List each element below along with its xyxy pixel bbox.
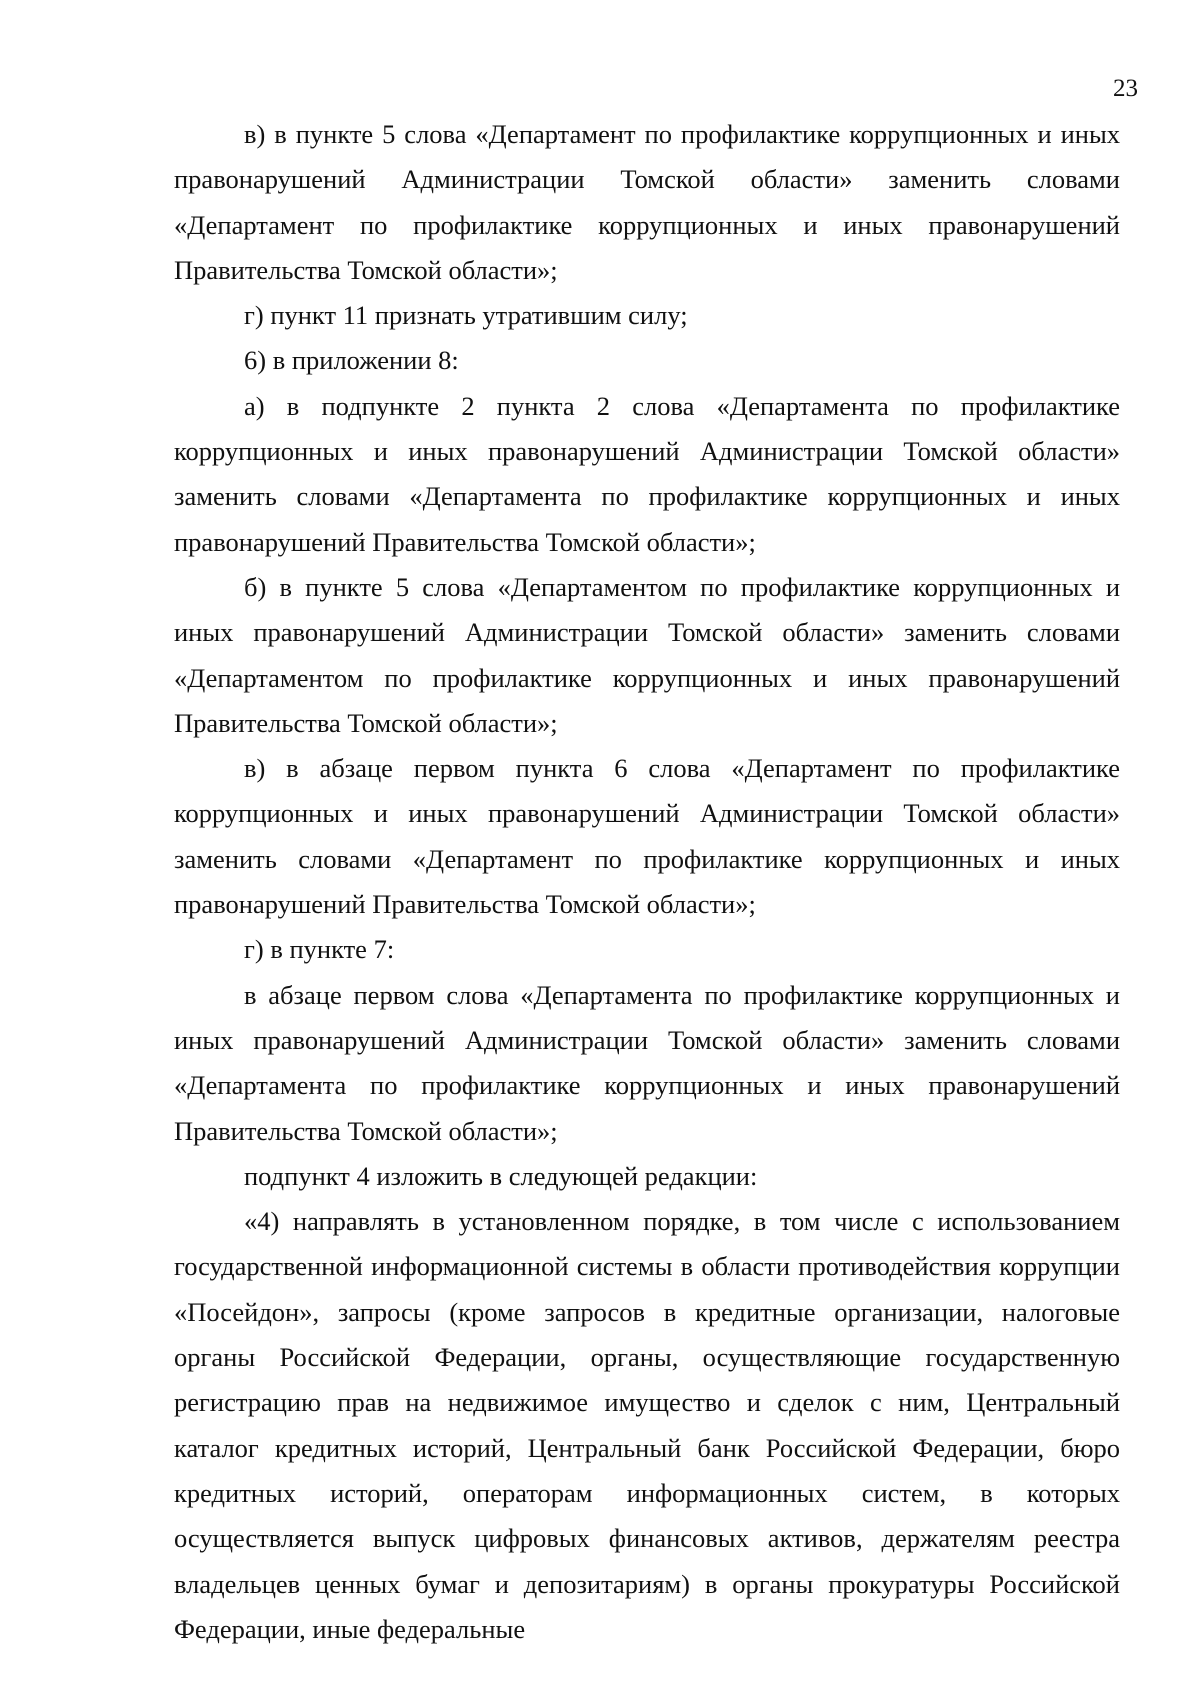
paragraph-subclause-4-text: «4) направлять в установленном порядке, в том числе с использованием государственной информационной системы в области противодействия коррупции «Посейдон», запросы (кроме запросов в кредитные организации, налоговые органы Российской Федерации, органы, осуществляющие государственную регистрацию прав на недвижимое имущество и сделок с ним, Центральный каталог кредитных историй, Центральный банк Российской Федерации, бюро кредитных историй, операторам информационных систем, в которых осуществляется выпуск цифровых финансовых активов, держателям реестра владельцев ценных бумаг и депозитариям) в органы прокуратуры Российской Федерации, иные федеральные: [174, 1206, 1120, 1644]
document-body: [174, 112, 1120, 1652]
paragraph-item-b-clause-5: б) в пункте 5 слова «Департаментом по профилактике коррупционных и иных правонарушений Администрации Томской области» заменить словами «Департаментом по профилактике коррупционных и иных правонарушений Правительства Томской области»;: [174, 571, 1120, 738]
paragraph-item-g-clause-11: г) пункт 11 признать утратившим силу;: [244, 300, 688, 331]
paragraph-subclause-4-intro: подпункт 4 изложить в следующей редакции:: [244, 1160, 758, 1191]
page-number: 23: [1113, 75, 1138, 102]
paragraph-item-v-clause-5: в) в пункте 5 слова «Департамент по профилактике коррупционных и иных правонарушений Администрации Томской области» заменить словами «Департамент по профилактике коррупционных и иных правонарушений Правительства Томской области»;: [174, 119, 1120, 285]
paragraph-item-a-subclause-2: а) в подпункте 2 пункта 2 слова «Департамента по профилактике коррупционных и иных правонарушений Администрации Томской области» заменить словами «Департамента по профилактике коррупционных и иных правонарушений Правительства Томской области»;: [174, 390, 1120, 557]
paragraph-first-abstract: в абзаце первом слова «Департамента по профилактике коррупционных и иных правонарушений Администрации Томской области» заменить словами «Департамента по профилактике коррупционных и иных правонарушений Правительства Томской области»;: [174, 979, 1120, 1146]
paragraph-item-v-clause-6: в) в абзаце первом пункта 6 слова «Департамент по профилактике коррупционных и иных правонарушений Администрации Томской области» заменить словами «Департамент по профилактике коррупционных и иных правонарушений Правительства Томской области»;: [174, 753, 1120, 920]
paragraph-item-g-clause-7: г) в пункте 7:: [244, 934, 395, 965]
paragraph-item-6-appendix-8: 6) в приложении 8:: [244, 345, 459, 376]
